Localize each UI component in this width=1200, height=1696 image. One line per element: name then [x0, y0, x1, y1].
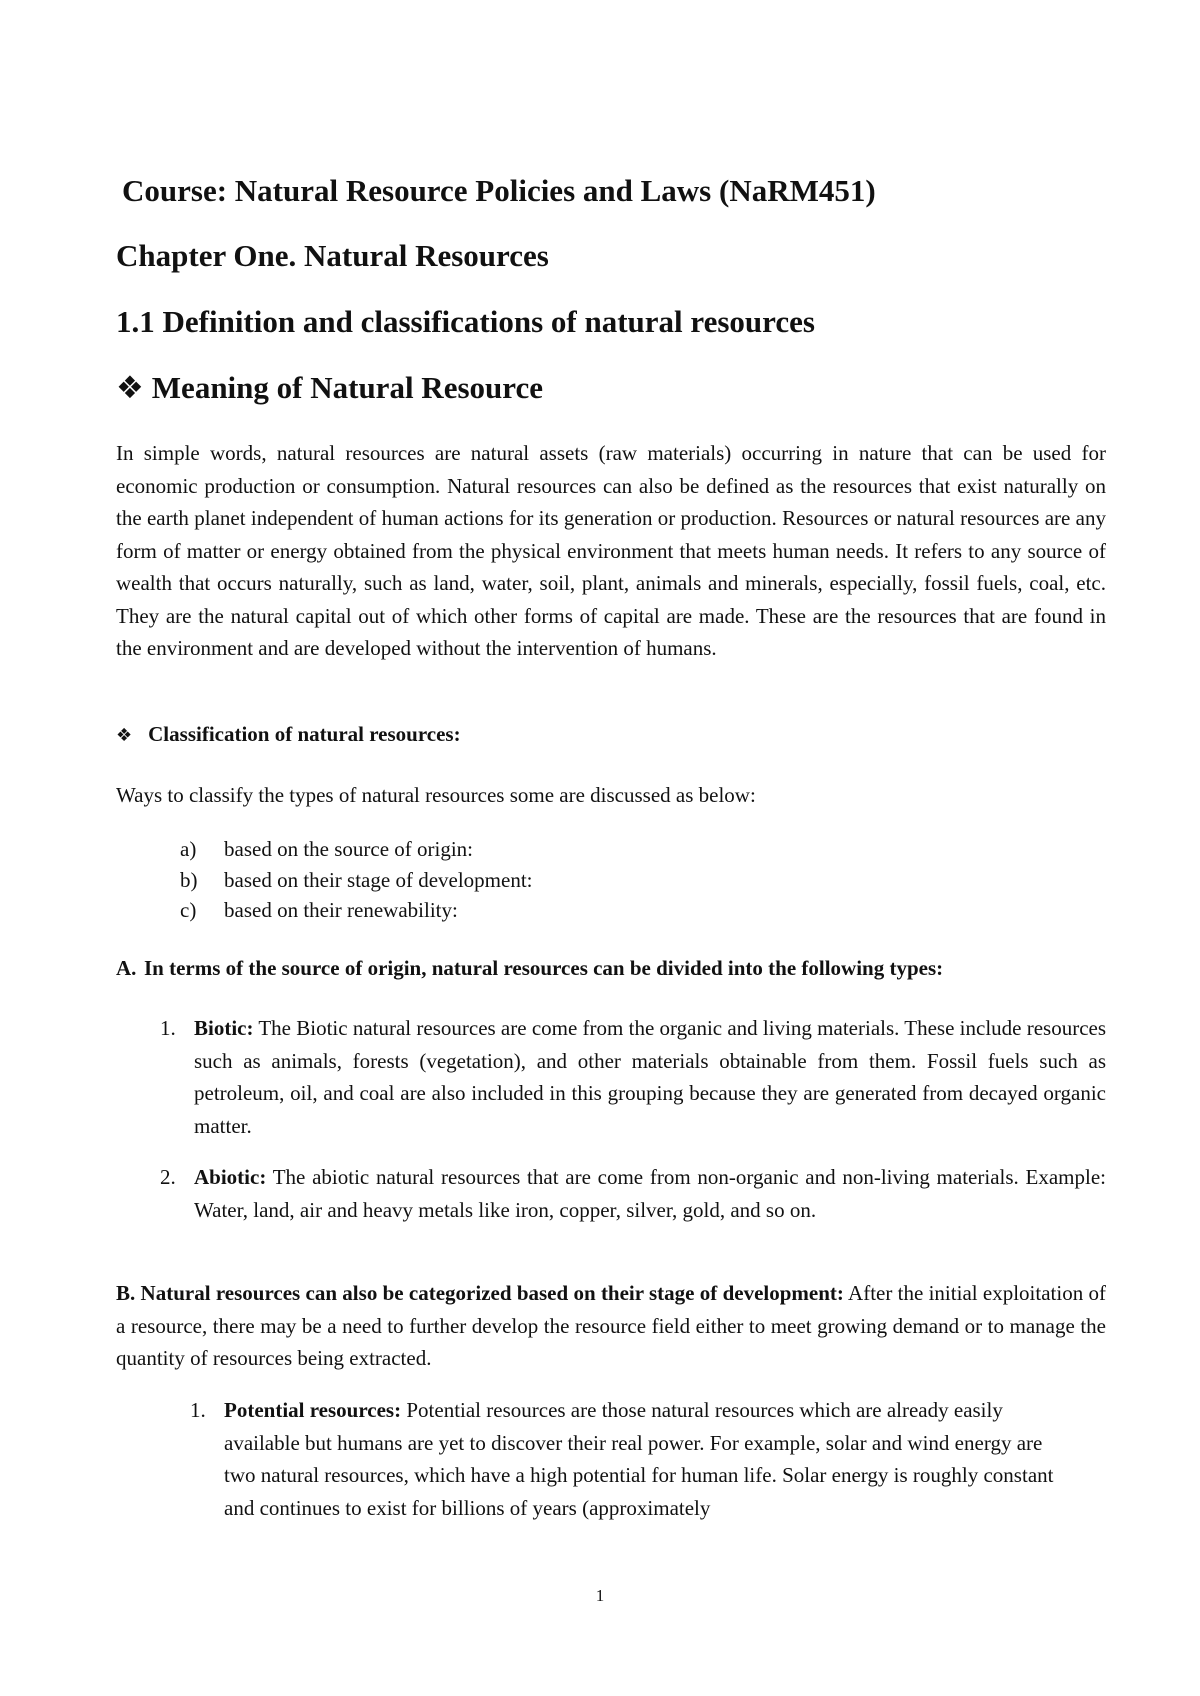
classification-heading [116, 722, 461, 747]
classification-intro: Ways to classify the types of natural resources some are discussed as below: [116, 783, 756, 807]
meaning-paragraph: In simple words, natural resources are natural assets (raw materials) occurring in nature that can be used for economic production or consumption. Natural resources can also be defined as the resources that exist naturally on the earth planet independent of human actions for its generation or production. Resources or natural resources are any form of matter or energy obtained from the physical environment that meets human needs. It refers to any source of wealth that occurs naturally, such as land, water, soil, plant, animals and minerals, especially, fossil fuels, coal, etc. They are the natural capital out of which other forms of capital are made. These are the resources that are found in the environment and are developed without the intervention of humans. [116, 441, 1106, 660]
classification-heading-text: Classification of natural resources: [148, 722, 461, 746]
section-a-heading [116, 956, 943, 981]
list-item-text: based on their stage of development: [224, 867, 533, 892]
list-marker: 1. [160, 1016, 176, 1040]
list-marker: b) [180, 867, 198, 892]
section-a-heading-text: In terms of the source of origin, natural resources can be divided into the following types: [144, 956, 944, 980]
section-a-marker: A. [116, 956, 137, 980]
diamond-bullet-icon: ❖ [116, 725, 133, 746]
diamond-bullet-icon: ❖ [116, 370, 144, 406]
meaning-heading-text: Meaning of Natural Resource [151, 370, 543, 405]
list-item-text [194, 1012, 1106, 1142]
chapter-title: Chapter One. Natural Resources [116, 238, 549, 273]
biotic-item [160, 1012, 1106, 1142]
section-b-paragraph [116, 1277, 1106, 1375]
list-item-text [224, 1394, 1070, 1524]
meaning-heading [116, 370, 543, 406]
potential-resources-description: Potential resources are those natural resources which are already easily available but humans are yet to discover their real power. For example, solar and wind energy are two natural resources, which have a high potential for human life. Solar energy is roughly constant and continues to exist for billions of years (approximately [224, 1398, 1054, 1520]
abiotic-description: The abiotic natural resources that are come from non-organic and non-living materials. Example: Water, land, air and heavy metals like iron, copper, silver, gold, and so on. [194, 1165, 1106, 1222]
abiotic-item [160, 1161, 1106, 1226]
list-item [180, 865, 533, 896]
page-number: 1 [595, 1586, 605, 1605]
term-biotic: Biotic: [194, 1016, 254, 1040]
list-item [180, 895, 533, 926]
course-title: Course: Natural Resource Policies and Laws (NaRM451) [122, 173, 876, 208]
term-abiotic: Abiotic: [194, 1165, 267, 1189]
list-item-text: based on their renewability: [224, 898, 458, 922]
list-marker: 2. [160, 1165, 176, 1189]
section-title: 1.1 Definition and classifications of natural resources [116, 304, 815, 339]
term-potential-resources: Potential resources: [224, 1398, 402, 1422]
list-item-text [194, 1161, 1106, 1226]
classification-ways-list [180, 834, 533, 926]
biotic-description: The Biotic natural resources are come from the organic and living materials. These include resources such as animals, forests (vegetation), and other materials obtainable from them. Fossil fuels such as petroleum, oil, and coal are also included in this grouping because they are generated from decayed organic matter. [194, 1016, 1107, 1138]
list-marker: a) [180, 837, 197, 861]
list-marker: 1. [190, 1398, 206, 1422]
list-item [180, 834, 533, 865]
potential-resources-item [190, 1394, 1070, 1524]
section-b-text: After the initial exploitation of a resource, there may be a need to further develop the resource field either to meet growing demand or to manage the quantity of resources being extracted. [116, 1281, 1106, 1370]
list-marker: c) [180, 898, 197, 922]
section-b-heading: B. Natural resources can also be categorized based on their stage of development: [116, 1281, 844, 1305]
list-item-text: based on the source of origin: [224, 837, 474, 861]
